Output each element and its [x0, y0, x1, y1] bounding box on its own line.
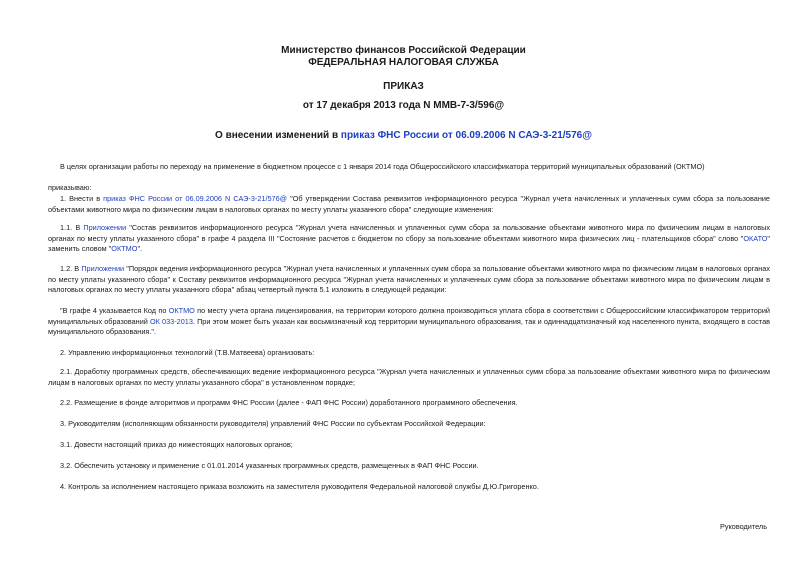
p11-link[interactable]: Приложении	[83, 223, 127, 232]
ok-033-link[interactable]: ОК 033-2013	[150, 316, 193, 326]
paragraph-2-1: 2.1. Доработку программных средств, обеспечивающих ведение информационного ресурса "Журнал учета начисленных и уплаченных сумм сбора за пользование объектами животного мира по физическим лицам в налоговых органах по месту уплаты указанного сбора" в установленном порядке;	[48, 367, 770, 387]
paragraph-3-1: 3.1. Довести настоящий приказ до нижестоящих налоговых органов;	[60, 440, 293, 449]
paragraph-3: 3. Руководителям (исполняющим обязанности руководителя) управлений ФНС России по субъектам Российской Федерации:	[60, 419, 486, 428]
p1-link[interactable]: приказ ФНС России от 06.09.2006 N САЭ-3-21/576@	[103, 194, 288, 203]
quote-post: . При этом может быть указан как восьмизначный код территории муниципального образования, так и одиннадцатизначный код населенного пункта, входящего в состав муниципального образования.".	[48, 316, 770, 336]
doc-type: ПРИКАЗ	[383, 81, 424, 92]
title-link[interactable]: приказ ФНС России от 06.09.2006 N САЭ-3-21/576@	[340, 130, 592, 141]
ministry-name: Министерство финансов Российской Федерации	[281, 45, 526, 56]
doc-date: от 17 декабря 2013 года N ММВ-7-3/596@	[302, 100, 505, 111]
p12-post: "Порядок ведения информационного ресурса "Журнал учета начисленных и уплаченных сумм сбора за пользование объектами животного мира по физическим лицам в налоговых органах по месту уплаты указанного сбора" к Составу реквизитов информационного ресурса "Журнал учета начисленных и уплаченных сумм сбора за пользование объектами животного мира по физическим лицам в налоговых органах по месту уплаты указанного сбора" абзац четвертый пункта 5.1 изложить в следующей редакции:	[48, 264, 771, 294]
service-name: ФЕДЕРАЛЬНАЯ НАЛОГОВАЯ СЛУЖБА	[308, 57, 499, 68]
paragraph-4: 4. Контроль за исполнением настоящего приказа возложить на заместителя руководителя Федеральной налоговой службы Д.Ю.Григоренко.	[60, 482, 539, 491]
quote-pre: "В графе 4 указывается Код по	[60, 306, 169, 315]
preamble: В целях организации работы по переходу на применение в бюджетном процессе с 1 января 2014 года Общероссийского классификатора территорий муниципальных образований (ОКТМО)	[60, 162, 705, 171]
signature: Руководитель	[719, 522, 767, 531]
okato-link[interactable]: ОКАТО	[743, 233, 768, 243]
p11-end: ".	[137, 244, 143, 253]
quote-mid: по месту учета органа лицензирования, на территории которого должна производиться уплата сбора в соответствии с Общероссийским классификатором территорий муниципальных образований	[48, 306, 770, 326]
paragraph-2: 2. Управлению информационных технологий (Т.В.Матвеева) организовать:	[60, 348, 315, 357]
paragraph-3-2: 3.2. Обеспечить установку и применение с 01.01.2014 указанных программных средств, размещенных в ФАП ФНС России.	[60, 461, 479, 470]
p12-link[interactable]: Приложении	[81, 264, 125, 273]
doc-title	[0, 130, 807, 142]
p11-pre: 1.1. В	[60, 223, 84, 232]
p11-mid: "Состав реквизитов информационного ресурса "Журнал учета начисленных и уплаченных сумм сбора за пользование объектами животного мира по физическим лицам в налоговых органах по месту уплаты указанного сбора" в графе 4 раздела III "Состояние расчетов с бюджетом по сбору за пользование объектами животного мира физических лиц - плательщиков сбора" слово "	[48, 223, 770, 243]
p12-pre: 1.2. В	[60, 264, 82, 273]
order-word: приказываю:	[48, 183, 92, 192]
paragraph-1-2	[48, 264, 770, 296]
quote-paragraph	[48, 306, 770, 338]
paragraph-1	[48, 194, 770, 215]
paragraph-2-2: 2.2. Размещение в фонде алгоритмов и программ ФНС России (далее - ФАП ФНС России) доработанного программного обеспечения.	[60, 398, 518, 407]
p1-pre: 1. Внести в	[60, 194, 104, 203]
p11-mid2: " заменить словом "	[48, 233, 770, 253]
paragraph-1-1	[48, 223, 770, 255]
quote-oktmo-link[interactable]: ОКТМО	[168, 306, 195, 315]
oktmo-link[interactable]: ОКТМО	[111, 244, 138, 253]
title-prefix: О внесении изменений в	[215, 130, 341, 141]
p1-post: "Об утверждении Состава реквизитов информационного ресурса "Журнал учета начисленных и уплаченных сумм сбора за пользование объектами животного мира по физическим лицам в налоговых органах по месту уплаты указанного сбора" следующие изменения:	[48, 194, 770, 214]
